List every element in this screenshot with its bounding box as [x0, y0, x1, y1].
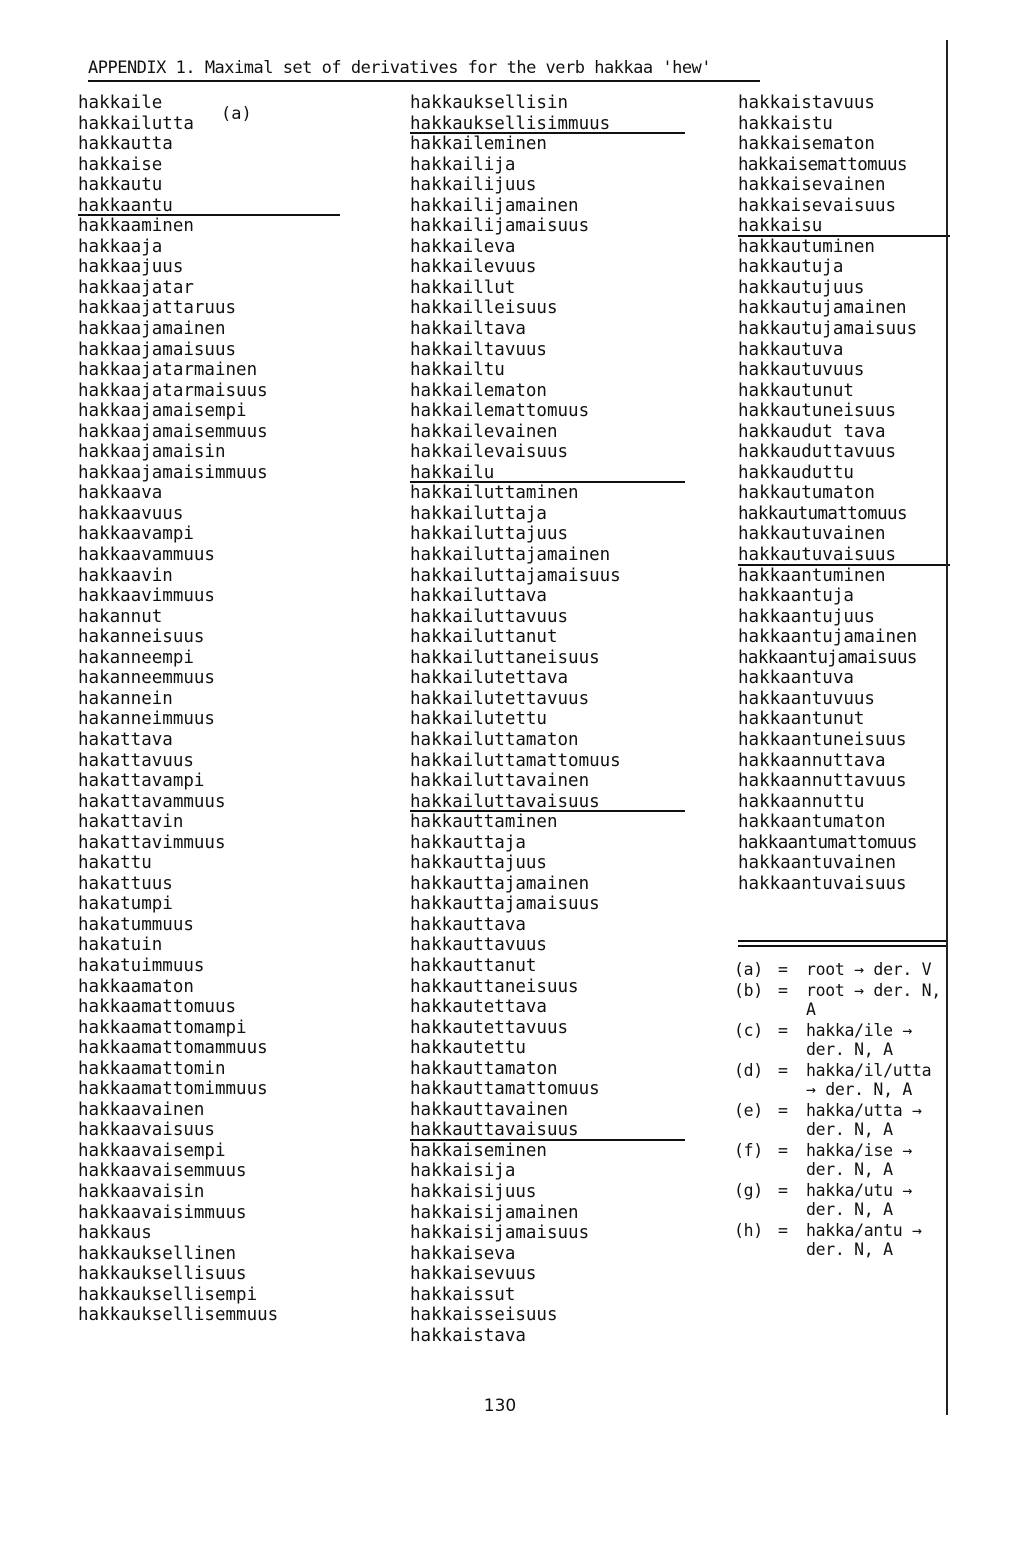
derivative-word: hakkauttaminen [410, 812, 558, 833]
derivative-word: hakkaamattomimmuus [78, 1079, 268, 1100]
derivative-word: hakkailematon [410, 380, 547, 401]
derivative-word: hakkautumattomuus [738, 503, 907, 524]
derivative-word: hakkautettavuus [410, 1017, 569, 1038]
derivative-word: hakkaavimmuus [78, 586, 215, 607]
legend-equals: = [778, 960, 788, 979]
derivative-word: hakanneempi [78, 647, 194, 668]
derivative-word: hakkautuja [738, 257, 844, 278]
derivative-word: hakkailemattomuus [410, 401, 590, 422]
derivative-word: hakkaantuja [738, 586, 854, 607]
derivative-word: hakkailijuus [410, 175, 537, 196]
derivative-word: hakkaavaisemmuus [78, 1161, 247, 1182]
legend-separator-rule [738, 945, 948, 947]
derivative-word: hakkauduttu [738, 462, 854, 483]
derivative-word: hakkaise [78, 154, 163, 175]
derivative-word: hakkauttamattomuus [410, 1079, 600, 1100]
legend-entry [734, 981, 944, 1019]
derivative-word: hakkailevuus [410, 257, 537, 278]
derivative-word: hakkailuttaneisuus [410, 647, 600, 668]
derivative-word: hakkaantujamainen [738, 627, 918, 648]
derivative-word: hakkaavaisempi [78, 1140, 226, 1161]
derivative-word: hakkaisevuus [410, 1264, 537, 1285]
derivative-word: hakkaantuminen [738, 565, 886, 586]
derivative-word: hakkauttaja [410, 832, 526, 853]
page-number: 130 [483, 1396, 517, 1416]
derivative-word: hakkauttajamainen [410, 873, 590, 894]
derivative-word: hakkailuttajamaisuus [410, 565, 621, 586]
legend-value: root → der. V [806, 960, 932, 979]
legend-entry [734, 1141, 944, 1179]
derivative-word: hakkauksellisuus [78, 1264, 247, 1285]
derivative-word: hakkautettava [410, 997, 547, 1018]
derivative-word: hakkaisematon [738, 134, 875, 155]
derivative-word: hakkaavammuus [78, 545, 215, 566]
legend-entry [734, 960, 944, 979]
derivative-word: hakkaantu [78, 196, 340, 217]
derivative-word: hakkaiseminen [410, 1140, 547, 1161]
abbreviation-legend [734, 960, 944, 1261]
derivatives-column-3 [738, 93, 950, 894]
derivative-word: hakkautettu [410, 1038, 526, 1059]
derivative-word: hakkaisu [738, 216, 950, 237]
derivative-word: hakkauttajuus [410, 853, 547, 874]
legend-equals: = [778, 1141, 788, 1160]
derivative-word: hakkaajatarmaisuus [78, 380, 268, 401]
derivative-word: hakkailuttamattomuus [410, 750, 621, 771]
derivative-word: hakattavammuus [78, 791, 226, 812]
derivative-word: hakkaajamaisuus [78, 339, 237, 360]
derivative-word: hakkaavainen [78, 1099, 205, 1120]
derivative-word: hakkaannuttavuus [738, 771, 907, 792]
derivative-word: hakkauttamaton [410, 1058, 558, 1079]
derivative-word: hakkailuttanut [410, 627, 558, 648]
derivative-word: hakkaudut tava [738, 421, 886, 442]
derivative-word: hakkaisevainen [738, 175, 886, 196]
legend-entry [734, 1221, 944, 1259]
legend-equals: = [778, 1101, 788, 1120]
legend-value: root → der. N, A [806, 981, 941, 1019]
derivative-word: hakkaamattomin [78, 1058, 226, 1079]
legend-equals: = [778, 1181, 788, 1200]
derivative-word: hakatummuus [78, 914, 194, 935]
derivatives-column-2 [410, 93, 685, 1346]
derivative-word: hakkaamattomuus [78, 997, 237, 1018]
derivative-word: hakkaus [78, 1223, 152, 1244]
derivative-word: hakkailijamaisuus [410, 216, 590, 237]
legend-value: hakka/ile → der. N, A [806, 1021, 912, 1059]
derivative-word: hakkauksellisin [410, 93, 569, 113]
derivative-word: hakattavin [78, 812, 184, 833]
derivative-word: hakkautunut [738, 380, 854, 401]
derivative-word: hakkaisevaisuus [738, 195, 897, 216]
derivative-word: hakkailutettavuus [410, 688, 590, 709]
derivative-word: hakkaajamaisempi [78, 401, 247, 422]
derivative-word: hakkautujuus [738, 277, 865, 298]
derivative-word: hakkaajamaisemmuus [78, 421, 268, 442]
derivative-word: hakkaajamaisimmuus [78, 462, 268, 483]
legend-equals: = [778, 1021, 788, 1040]
derivative-word: hakkautuvuus [738, 360, 865, 381]
derivative-word: hakkaantunut [738, 709, 865, 730]
derivative-word: hakatuimmuus [78, 955, 205, 976]
derivative-word: hakkailijamainen [410, 195, 579, 216]
derivative-word: hakkauttaneisuus [410, 976, 579, 997]
derivative-word: hakkautuva [738, 339, 844, 360]
legend-key: (d) [734, 1061, 763, 1080]
derivative-word: hakkauttavaisuus [410, 1120, 685, 1141]
derivative-word: hakkauttavainen [410, 1099, 569, 1120]
derivative-word: hakanneimmuus [78, 709, 215, 730]
derivative-word: hakkaistavuus [738, 93, 875, 113]
legend-key: (f) [734, 1141, 763, 1160]
derivative-word: hakattuus [78, 873, 173, 894]
derivative-word: hakanneisuus [78, 627, 205, 648]
derivative-word: hakkaistu [738, 113, 833, 134]
derivative-word: hakattavampi [78, 771, 205, 792]
legend-value: hakka/ise → der. N, A [806, 1141, 912, 1179]
derivative-word: hakkaistava [410, 1325, 526, 1346]
derivative-word: hakkailleisuus [410, 298, 558, 319]
derivative-word: hakkailuttajuus [410, 524, 569, 545]
derivative-word: hakkaantuneisuus [738, 729, 907, 750]
derivative-word: hakkailu [410, 463, 685, 484]
derivative-word: hakkaannuttu [738, 791, 865, 812]
group-marker-a: (a) [221, 104, 252, 124]
legend-key: (e) [734, 1101, 763, 1120]
derivative-word: hakkaisijuus [410, 1181, 537, 1202]
legend-entry [734, 1101, 944, 1139]
appendix-title: APPENDIX 1. Maximal set of derivatives for the verb hakkaa 'hew' [88, 56, 760, 82]
derivative-word: hakkaisijamaisuus [410, 1223, 590, 1244]
derivative-word: hakkailutta [78, 113, 194, 134]
derivative-word: hakkaissut [410, 1284, 516, 1305]
legend-key: (b) [734, 981, 763, 1000]
legend-equals: = [778, 1221, 788, 1240]
derivative-word: hakkauttavuus [410, 935, 547, 956]
derivative-word: hakkaamattomammuus [78, 1038, 268, 1059]
derivative-word: hakkaiseva [410, 1243, 516, 1264]
derivative-word: hakkailija [410, 154, 516, 175]
legend-key: (c) [734, 1021, 763, 1040]
derivative-word: hakattava [78, 729, 173, 750]
derivative-word: hakkaava [78, 483, 163, 504]
derivative-word: hakkautujamaisuus [738, 319, 918, 340]
derivative-word: hakattavuus [78, 750, 194, 771]
derivative-word: hakkautuvaisuus [738, 545, 950, 566]
derivative-word: hakkauttanut [410, 955, 537, 976]
derivative-word: hakkailuttavuus [410, 606, 569, 627]
derivative-word: hakkaantuvaisuus [738, 873, 907, 894]
legend-entry [734, 1181, 944, 1219]
derivative-word: hakkaantumattomuus [738, 832, 917, 853]
derivative-word: hakkailuttava [410, 586, 547, 607]
derivative-word: hakkaantujamaisuus [738, 647, 917, 668]
derivative-word: hakkaavuus [78, 503, 184, 524]
derivative-word: hakkaantumaton [738, 812, 886, 833]
derivative-word: hakkaantuvuus [738, 688, 875, 709]
derivative-word: hakkaileminen [410, 134, 547, 155]
derivative-word: hakkailtavuus [410, 339, 547, 360]
derivative-word: hakkaajuus [78, 257, 184, 278]
derivative-word: hakkailuttamaton [410, 729, 579, 750]
legend-key: (g) [734, 1181, 763, 1200]
legend-value: hakka/antu → der. N, A [806, 1221, 922, 1259]
derivatives-column-1 [78, 93, 340, 1326]
derivative-word: hakkailuttavaisuus [410, 792, 685, 813]
derivative-word: hakkailuttavainen [410, 771, 590, 792]
derivative-word: hakkautuvainen [738, 524, 886, 545]
derivative-word: hakkaamaton [78, 976, 194, 997]
legend-separator-rule [738, 940, 948, 942]
derivative-word: hakkautta [78, 134, 173, 155]
derivative-word: hakkaillut [410, 277, 516, 298]
derivative-word: hakkauttajamaisuus [410, 894, 600, 915]
legend-value: hakka/il/utta → der. N, A [806, 1061, 932, 1099]
legend-key: (a) [734, 960, 763, 979]
derivative-word: hakkaajamainen [78, 319, 226, 340]
derivative-word: hakkaavampi [78, 524, 194, 545]
derivative-word: hakkaisijamainen [410, 1202, 579, 1223]
derivative-word: hakattavimmuus [78, 832, 226, 853]
derivative-word: hakkailuttaja [410, 503, 547, 524]
derivative-word: hakkailuttajamainen [410, 545, 611, 566]
derivative-word: hakkailevainen [410, 421, 558, 442]
derivative-word: hakkauksellisempi [78, 1284, 258, 1305]
derivative-word: hakanneemmuus [78, 668, 215, 689]
right-margin-rule [946, 40, 948, 1415]
derivative-word: hakkailutettu [410, 709, 547, 730]
derivative-word: hakkauksellisemmuus [78, 1305, 279, 1326]
derivative-word: hakattu [78, 853, 152, 874]
derivative-word: hakkailevaisuus [410, 442, 569, 463]
derivative-word: hakkailtava [410, 319, 526, 340]
derivative-word: hakkauksellinen [78, 1243, 237, 1264]
derivative-word: hakkaile [78, 93, 163, 113]
derivative-word: hakkaannuttava [738, 750, 886, 771]
legend-key: (h) [734, 1221, 763, 1240]
legend-value: hakka/utu → der. N, A [806, 1181, 912, 1219]
derivative-word: hakkaisseisuus [410, 1305, 558, 1326]
derivative-word: hakkailtu [410, 360, 505, 381]
derivative-word: hakkaantuvainen [738, 853, 897, 874]
derivative-word: hakkaajatarmainen [78, 360, 258, 381]
derivative-word: hakkaantuva [738, 668, 854, 689]
derivative-word: hakkaaminen [78, 216, 194, 237]
derivative-word: hakkaavaisuus [78, 1120, 215, 1141]
derivative-word: hakannut [78, 606, 163, 627]
legend-equals: = [778, 1061, 788, 1080]
derivative-word: hakkauduttavuus [738, 442, 897, 463]
derivative-word: hakkaajattaruus [78, 298, 237, 319]
derivative-word: hakkaantujuus [738, 606, 875, 627]
derivative-word: hakkauksellisimmuus [410, 114, 685, 135]
legend-entry [734, 1061, 944, 1099]
derivative-word: hakkautu [78, 175, 163, 196]
derivative-word: hakannein [78, 688, 173, 709]
derivative-word: hakkailuttaminen [410, 483, 579, 504]
derivative-word: hakkaavaisin [78, 1181, 205, 1202]
derivative-word: hakkaileva [410, 236, 516, 257]
derivative-word: hakkaajatar [78, 277, 194, 298]
derivative-word: hakkaavaisimmuus [78, 1202, 247, 1223]
derivative-word: hakkaajamaisin [78, 442, 226, 463]
derivative-word: hakatumpi [78, 894, 173, 915]
derivative-word: hakkaisija [410, 1161, 516, 1182]
derivative-word: hakkaavin [78, 565, 173, 586]
derivative-word: hakkaamattomampi [78, 1017, 247, 1038]
derivative-word: hakkautuminen [738, 236, 875, 257]
derivative-word: hakkaisemattomuus [738, 154, 907, 175]
derivative-word: hakkautumaton [738, 483, 875, 504]
derivative-word: hakkautuneisuus [738, 401, 897, 422]
legend-entry [734, 1021, 944, 1059]
legend-value: hakka/utta → der. N, A [806, 1101, 922, 1139]
derivative-word: hakatuin [78, 935, 163, 956]
derivative-word: hakkauttava [410, 914, 526, 935]
derivative-word: hakkautujamainen [738, 298, 907, 319]
legend-equals: = [778, 981, 788, 1000]
derivative-word: hakkaaja [78, 236, 163, 257]
derivative-word: hakkailutettava [410, 668, 569, 689]
